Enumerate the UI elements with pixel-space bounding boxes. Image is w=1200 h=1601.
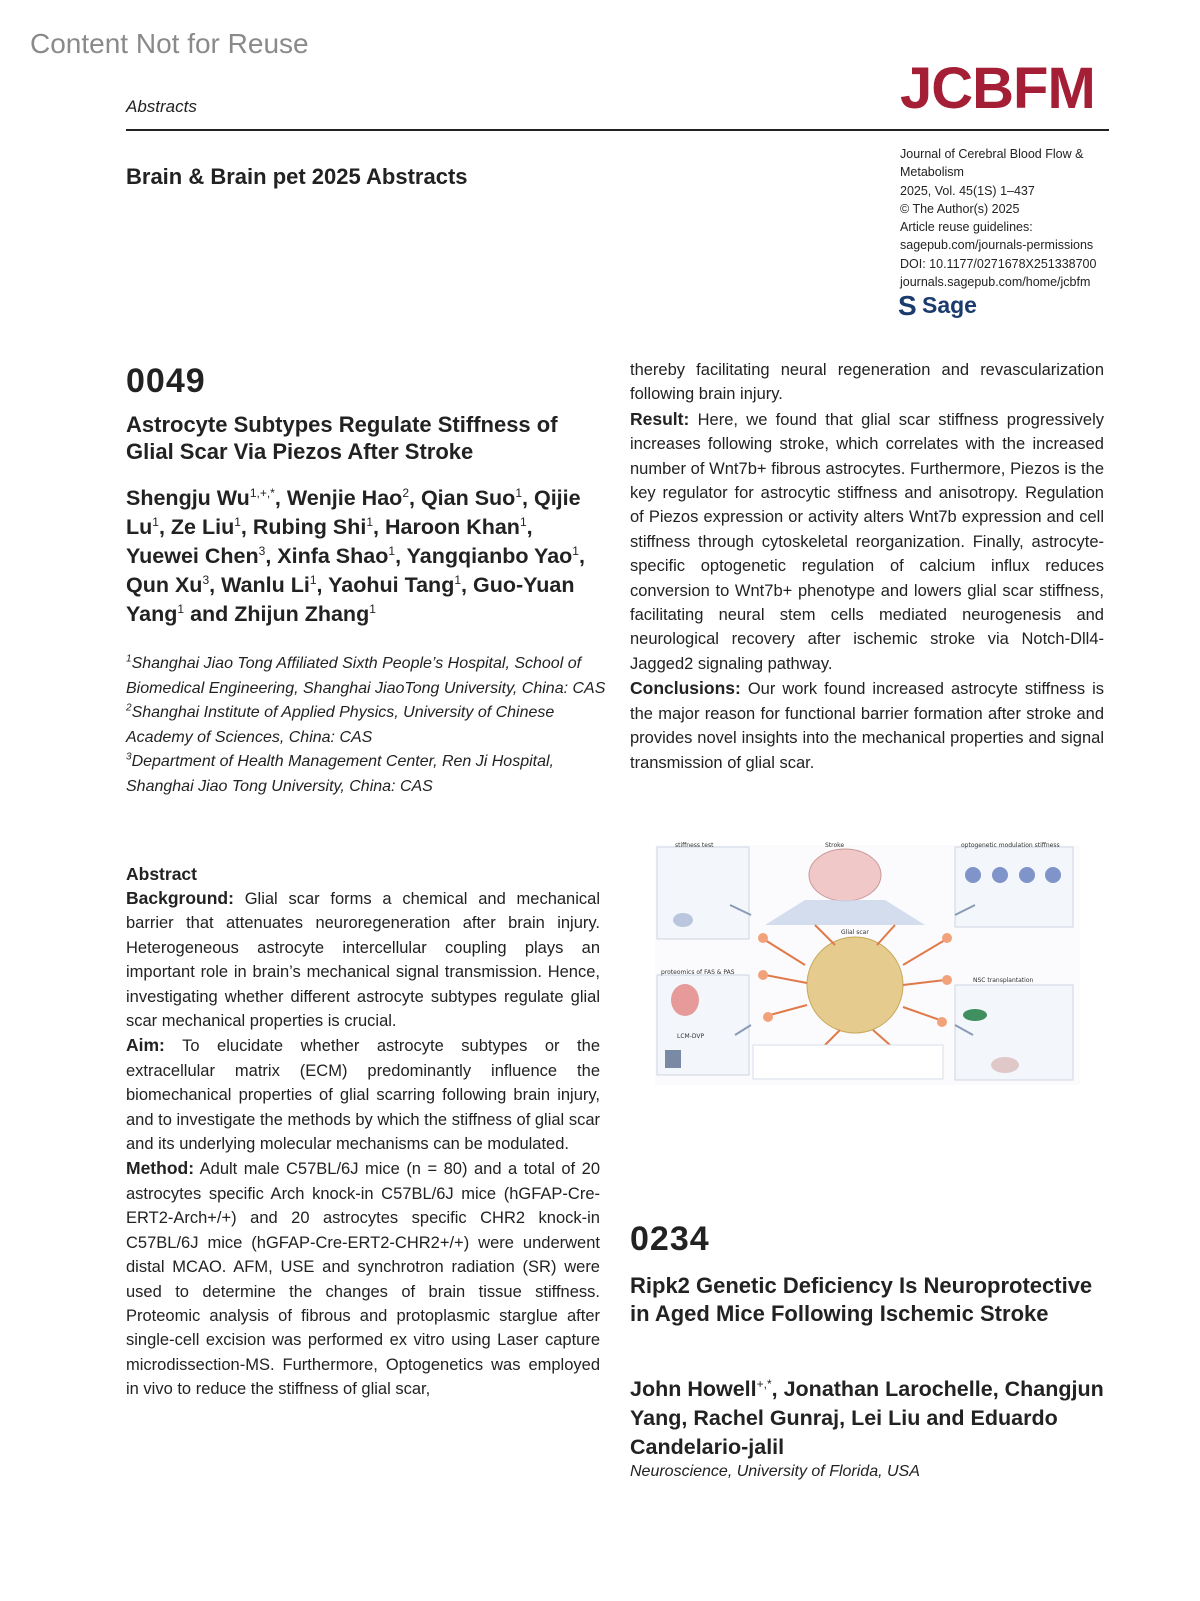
affiliation <box>126 652 606 701</box>
meta-doi[interactable]: DOI: 10.1177/0271678X251338700 <box>900 256 1097 271</box>
affiliation-number: 2 <box>126 702 132 714</box>
graphical-abstract-svg <box>655 845 1080 1085</box>
author-name: Qian Suo <box>420 486 516 510</box>
author-name: Ze Liu <box>170 515 235 539</box>
author-name: Xinfa Shao <box>277 544 389 568</box>
paragraph-label: Aim: <box>126 1035 165 1056</box>
stiffness-panel <box>657 847 749 939</box>
affiliation-list <box>126 652 606 799</box>
brain-illustration <box>809 849 881 901</box>
lcm-instrument <box>665 1050 681 1068</box>
author-name: Wenjie Hao <box>286 486 403 510</box>
author-affiliation-mark: 1 <box>519 514 527 529</box>
abstract-paragraph <box>630 407 1104 676</box>
abstract-paragraph <box>126 1033 600 1156</box>
author-name: Lei Liu <box>851 1406 921 1430</box>
meta-line: Journal of Cerebral Blood Flow & <box>900 147 1084 161</box>
author-name: Yuewei Chen <box>126 544 259 568</box>
affiliation-text: Department of Health Management Center, Ren Ji Hospital, Shanghai Jiao Tong University, China: CAS <box>126 753 554 795</box>
author-name: Rachel Gunraj <box>693 1406 840 1430</box>
author-name: Jonathan Larochelle <box>783 1377 993 1401</box>
affiliation-text: Shanghai Institute of Applied Physics, University of Chinese Academy of Sciences, China: CAS <box>126 704 555 746</box>
abstract-paragraph <box>630 358 1104 407</box>
author-affiliation-mark: 1 <box>309 572 317 587</box>
paragraph-label: Method: <box>126 1158 195 1179</box>
author-affiliation-mark: 1 <box>572 543 579 558</box>
author-name: Qun Xu <box>126 573 203 597</box>
author-name: Guo-Yuan Yang <box>126 573 575 626</box>
sage-icon: S <box>898 289 917 321</box>
journal-logo: JCBFM <box>900 56 1095 121</box>
legend-box <box>753 1045 943 1079</box>
affiliation-number: 1 <box>126 653 132 665</box>
author-list: John Howell+,*, Jonathan Larochelle, Changjun Yang, Rachel Gunraj, Lei Liu and Eduardo Candelario-jalil <box>630 1376 1104 1459</box>
abstract-paragraph <box>126 1156 600 1401</box>
meta-link[interactable]: journals.sagepub.com/home/jcbfm <box>900 275 1091 290</box>
author-affiliation-mark: 3 <box>202 572 210 587</box>
abstract-paragraph <box>630 676 1104 775</box>
author-list: Shengju $Wu^{1,+,*}$, Wenjie Hao$^2$, Qian Suo$^1$, Qijie Lu$^1$, Ze Liu$^1$, Rubing Shi$^1$, Haroon Khan$^1$, Yuewei Chen$^3$, Xinfa Shao$^1$, Yangqianbo Yao$^1$, Qun Xu$^3$, Wanlu Li$^1$, Yaohui Tang$^1$, Guo-Yuan Yang$^1$ and Zhijun Zhang$^1$ <box>126 485 585 626</box>
graphical-abstract <box>655 842 1080 1085</box>
watermark: Content Not for Reuse <box>30 28 309 59</box>
author-affiliation-mark: 3 <box>258 543 266 558</box>
paragraph-text: Glial scar forms a chemical and mechanical barrier that attenuates neuroregeneration after brain injury. Heterogeneous astrocyte intercellular coupling plays an important role in brain’s mechanical signal transmission. Hence, investigating whether different astrocyte subtypes regulate glial scar mechanical properties is crucial. <box>126 890 600 1031</box>
meta-line: © The Author(s) 2025 <box>900 201 1020 216</box>
publisher-name: Sage <box>922 292 977 318</box>
affiliation-text: Shanghai Jiao Tong Affiliated Sixth People’s Hospital, School of Biomedical Engineering, Shanghai JiaoTong University, China: CAS <box>126 655 606 697</box>
author-name: Changjun Yang <box>630 1377 1104 1430</box>
author-affiliation-mark: 1 <box>234 514 241 529</box>
author-name: John Howell <box>630 1377 757 1401</box>
optogenetic-panel <box>955 847 1073 927</box>
figure-label: Stroke <box>825 842 845 849</box>
figure-label: NSC transplantation <box>973 977 1034 984</box>
affiliation <box>126 701 606 750</box>
author-affiliation-mark: 1 <box>388 543 396 558</box>
author-affiliation-mark: 1 <box>515 485 523 500</box>
paragraph-text: To elucidate whether astrocyte subtypes or the extracellular matrix (ECM) predominantly influence the biomechanical properties of glial scarring following brain injury, and to investigate the methods by which the stiffness of glial scar and its underlying molecular mechanisms can be modulated. <box>126 1037 600 1154</box>
abstract-number: 0049 <box>126 362 206 400</box>
author-affiliation-mark: 2 <box>402 485 409 500</box>
abstract-title: Astrocyte Subtypes Regulate Stiffness of Glial Scar Via Piezos After Stroke <box>126 412 558 464</box>
author-name: Yaohui Tang <box>328 573 455 597</box>
figure-label: LCM-DVP <box>677 1033 705 1040</box>
author-affiliation-mark: 1 <box>366 514 374 529</box>
abstract-paragraph <box>126 886 600 1033</box>
paragraph-text: Our work found increased astrocyte stiffness is the major reason for functional barrier formation after stroke and provides novel insights into the mechanical properties and signal transmission of glial scar. <box>630 680 1104 772</box>
abstract-body-right <box>630 358 1104 775</box>
mouse-illustration <box>673 913 693 927</box>
affiliation: Neuroscience, University of Florida, USA <box>630 1463 920 1480</box>
affiliation-number: 3 <box>126 751 132 763</box>
abstract-number: 0234 <box>630 1220 710 1258</box>
author-affiliation-mark: 1 <box>369 601 376 616</box>
author-affiliation-mark: 1,+,* <box>249 485 275 500</box>
abstract-heading: Abstract <box>126 864 197 884</box>
author-affiliation-mark: 1 <box>454 572 462 587</box>
glial-scar-core <box>807 937 903 1033</box>
figure-label: proteomics of FAS & PAS <box>661 969 735 976</box>
header-rule <box>126 129 1109 131</box>
meta-link[interactable]: sagepub.com/journals-permissions <box>900 238 1094 253</box>
figure-label: stiffness test <box>675 842 714 849</box>
meta-line: 2025, Vol. 45(1S) 1–437 <box>900 183 1035 198</box>
author-name: Rubing Shi <box>252 515 367 539</box>
section-label: Abstracts <box>126 97 197 116</box>
paragraph-text: Adult male C57BL/6J mice (n = 80) and a total of 20 astrocytes specific Arch knock-in C57BL/6J mice (hGFAP-Cre-ERT2-Arch+/+) and 20 astrocytes specific CHR2 knock-in C57BL/6J mice (hGFAP-Cre-ERT2-CHR2+/+) were underwent distal MCAO. AFM, USE and synchrotron radiation (SR) were used to determine the changes of brain tissue stiffness. Proteomic analysis of fibrous and protoplasmic starglue after single-cell excision was performed ex vitro using Laser capture microdissection-MS. Furthermore, Optogenetics was employed in vivo to reduce the stiffness of glial scar, <box>126 1160 600 1399</box>
author-name: and Eduardo Candelario-jalil <box>630 1406 1058 1459</box>
meta-line: Metabolism <box>900 165 964 180</box>
tissue-section <box>671 984 699 1016</box>
author-name: Shengju Wu <box>126 486 250 510</box>
mouse-illustration <box>991 1057 1019 1073</box>
publisher-logo <box>898 289 977 321</box>
affiliation <box>126 750 606 799</box>
author-name: Yangqianbo Yao <box>406 544 573 568</box>
journal-meta <box>900 145 1115 291</box>
paragraph-label: Conclusions: <box>630 678 741 699</box>
author-affiliation-mark: 1 <box>177 601 185 616</box>
abstract-body-left <box>126 886 600 1402</box>
paragraph-text: Here, we found that glial scar stiffness progressively increases following stroke, which correlates with the increased number of Wnt7b+ fibrous astrocytes. Furthermore, Piezos is the key regulator for astrocytic stiffness and anisotropy. Regulation of Piezos expression or activity alters Wnt7b expression and cell stiffness through cytoskeletal reorganization. Finally, astrocyte-specific optogenetic regulation of calcium influx reduces conversion to Wnt7b+ phenotype and lowers glial scar stiffness, facilitating neural stem cells mediated neurogenesis and neurological recovery after ischemic stroke via Notch-Dll4-Jagged2 signaling pathway. <box>630 410 1104 673</box>
meta-line: Article reuse guidelines: <box>900 220 1033 235</box>
author-name: Haroon Khan <box>384 515 520 539</box>
nsc-cells <box>963 1009 987 1021</box>
paragraph-label: Background: <box>126 888 234 908</box>
scar-spotlight <box>765 900 925 925</box>
figure-label: Glial scar <box>841 929 869 936</box>
author-name: Wanlu Li <box>221 573 310 597</box>
abstract-title: Ripk2 Genetic Deficiency Is Neuroprotective in Aged Mice Following Ischemic Stroke <box>630 1273 1093 1326</box>
author-name: and Zhijun Zhang <box>190 602 370 626</box>
figure-label: optogenetic modulation stiffness <box>961 842 1060 849</box>
paragraph-label: Result: <box>630 408 690 429</box>
author-affiliation-mark: +,* <box>756 1376 772 1391</box>
author-affiliation-mark: 1 <box>152 514 159 529</box>
issue-title: Brain & Brain pet 2025 Abstracts <box>126 164 468 189</box>
author-name: Qijie Lu <box>126 486 581 539</box>
paragraph-text: thereby facilitating neural regeneration and revascularization following brain injury. <box>630 361 1104 404</box>
